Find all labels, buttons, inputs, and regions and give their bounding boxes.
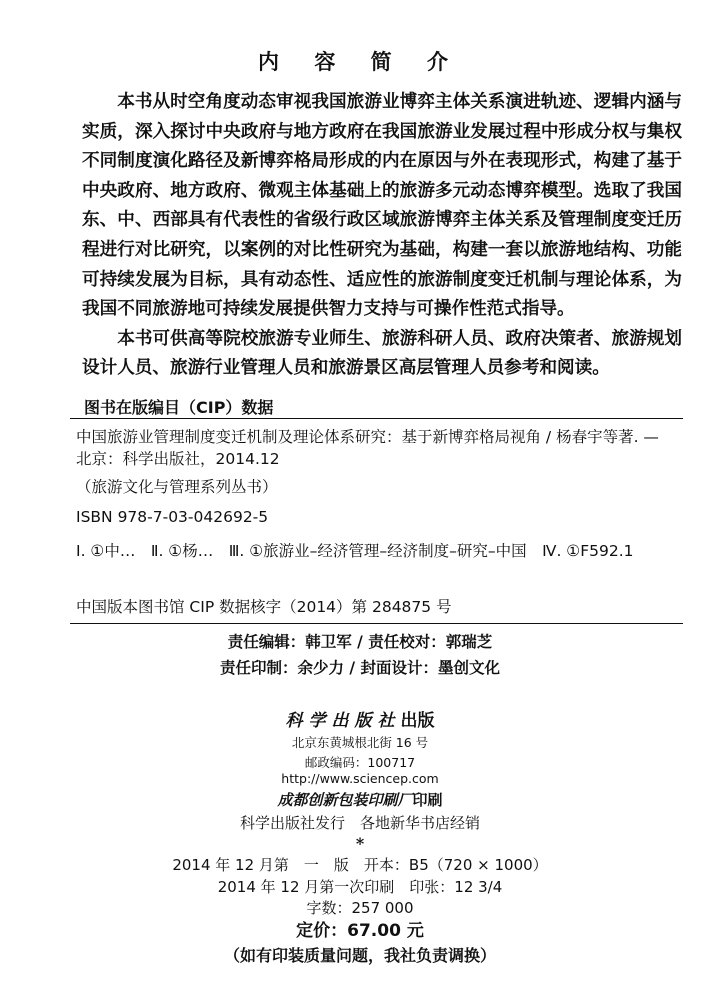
publisher-postcode: 邮政编码：100717	[304, 755, 416, 770]
cip-subjects: Ⅰ. ①中… Ⅱ. ①杨… Ⅲ. ①旅游业–经济管理–经济制度–研究–中国 Ⅳ. ①F592.1	[76, 542, 634, 560]
cip-isbn: ISBN 978-7-03-042692-5	[76, 508, 269, 526]
printing-line: 2014 年 12 月第一次印刷 印张：12 3/4	[217, 878, 503, 896]
intro-text	[82, 88, 682, 384]
publisher-line	[0, 706, 720, 731]
edition-line: 2014 年 12 月第 一 版 开本：B5（720 × 1000）	[172, 856, 548, 874]
publisher-address: 北京东黄城根北街 16 号	[291, 735, 429, 750]
intro-paragraph-2: 本书可供高等院校旅游专业师生、旅游科研人员、政府决策者、旅游规划设计人员、旅游行业管理人员和旅游景区高层管理人员参考和阅读。	[82, 328, 682, 379]
staff-line-1: 责任编辑：韩卫军 / 责任校对：郭瑞芝	[227, 632, 493, 651]
printer-name: 成都创新包装印刷厂	[277, 791, 413, 809]
cip-entry: 中国旅游业管理制度变迁机制及理论体系研究：基于新博弈格局视角 / 杨春宇等著. —北京：科学出版社，2014.12	[76, 428, 659, 468]
publisher-suffix: 出版	[400, 711, 435, 731]
page-title: 内 容 简 介	[258, 50, 462, 74]
cip-record: 中国版本图书馆 CIP 数据核字（2014）第 284875 号	[76, 598, 452, 616]
word-count: 字数：257 000	[306, 899, 414, 917]
separator-star: *	[355, 834, 365, 853]
cip-heading: 图书在版编目（CIP）数据	[84, 398, 274, 417]
publisher-url: http://www.sciencep.com	[281, 771, 439, 786]
publisher-name: 科学出版社	[285, 711, 401, 731]
printer-suffix: 印刷	[412, 791, 443, 809]
price: 定价：67.00 元	[296, 921, 424, 941]
staff-line-2: 责任印制：余少力 / 封面设计：墨创文化	[220, 658, 500, 677]
printer-line	[0, 789, 720, 810]
cip-top-rule	[70, 418, 683, 419]
intro-paragraph-1: 本书从时空角度动态审视我国旅游业博弈主体关系演进轨迹、逻辑内涵与实质，深入探讨中央政府与地方政府在我国旅游业发展过程中形成分权与集权不同制度演化路径及新博弈格局形成的内在原因与外在表现形式，构建了基于中央政府、地方政府、微观主体基础上的旅游多元动态博弈模型。选取了我国东、中、西部具有代表性的省级行政区域旅游博弈主体关系及管理制度变迁历程进行对比研究，以案例的对比性研究为基础，构建一套以旅游地结构、功能可持续发展为目标，具有动态性、适应性的旅游制度变迁机制与理论体系，为我国不同旅游地可持续发展提供智力支持与可操作性范式指导。	[82, 92, 682, 320]
cip-bottom-rule	[70, 623, 683, 624]
quality-notice: （如有印装质量问题，我社负责调换）	[223, 946, 496, 965]
cip-series: （旅游文化与管理系列丛书）	[76, 478, 278, 496]
distribution-line: 科学出版社发行 各地新华书店经销	[239, 814, 480, 832]
